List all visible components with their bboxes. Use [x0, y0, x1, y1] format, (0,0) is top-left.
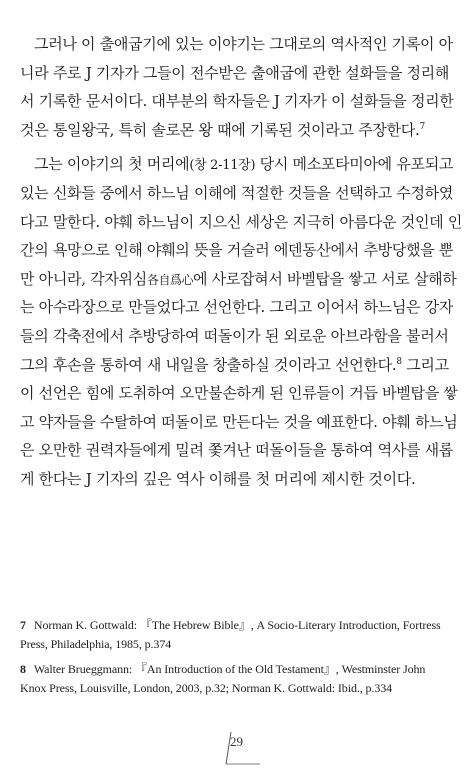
- text-line: 고 약자들을 수탈하여 떠돌이로 만든다는 것을 예표한다. 야훼 하느님: [20, 412, 458, 431]
- text-line: 있는 신화들 중에서 하느님 이해에 적절한 것들을 선택하고 수정하였: [20, 183, 454, 202]
- footnote-8: 8 Walter Brueggmann: 『An Introduction of the Old Testament』, Westminster John: [20, 662, 426, 676]
- footnote-7-continued: Press, Philadelphia, 1985, p.374: [20, 637, 172, 651]
- footnote-ref-8: 8: [396, 356, 402, 367]
- text-line: 것은 통일왕국, 특히 솔로몬 왕 때에 기록된 것이라고 주장한다.$^7$: [20, 120, 425, 139]
- footnote-ref-7: 7: [419, 121, 425, 132]
- body-text: [20, 30, 463, 494]
- text-line: 들의 각축전에서 추방당하여 떠돌이가 된 외로운 아브라함을 불러서: [20, 326, 449, 345]
- page-number-area: [212, 728, 272, 768]
- scripture-reference: (창 2-11장): [189, 158, 256, 174]
- text-line: 그는 이야기의 첫 머리에(창 2-11장) 당시 메소포타미아에 유포되고: [34, 155, 454, 174]
- text-line: 는 아수라장으로 만들었다고 선언한다. 그리고 이어서 하느님은 강자: [20, 298, 454, 317]
- text-line: 은 오만한 권력자들에게 밀려 쫓겨난 떠돌이들을 통하여 역사를 새롭: [20, 441, 454, 460]
- text-line: 그의 후손을 통하여 새 내일을 창출하실 것이라고 선언한다.$^8$ 그리고: [20, 355, 449, 374]
- text-line: 이 선언은 힘에 도취하여 오만불손하게 된 인류들이 거듭 바벨탑을 쌓: [20, 384, 458, 403]
- footnote-number: 8: [20, 662, 26, 676]
- footnotes: [20, 616, 452, 698]
- hanja-term: 各自爲心: [146, 272, 193, 287]
- text-line: 게 한다는 J 기자의 깊은 역사 이해를 첫 머리에 제시한 것이다.: [20, 469, 416, 488]
- text-line: 다고 말한다. 야훼 하느님이 지으신 세상은 지극히 아름다운 것인데 인: [20, 212, 463, 231]
- text-line: 그러나 이 출애굽기에 있는 이야기는 그대로의 역사적인 기록이 아: [34, 35, 453, 53]
- footnote-8-continued: Knox Press, Louisville, London, 2003, p.32; Norman K. Gottwald: Ibid., p.334: [20, 681, 393, 695]
- text-line: 니라 주로 J 기자가 그들이 전수받은 출애굽에 관한 설화들을 정리해: [20, 63, 450, 82]
- footnote-7: 7 Norman K. Gottwald: 『The Hebrew Bible』, A Socio-Literary Introduction, Fortress: [20, 618, 441, 632]
- footnote-number: 7: [20, 618, 26, 632]
- page-number: 29: [230, 734, 243, 749]
- text-line: 만 아니라, 각자위심各自爲心에 사로잡혀서 바벨탑을 쌓고 서로 살해하: [20, 269, 457, 288]
- text-line: 서 기록한 문서이다. 대부분의 학자들은 J 기자가 이 설화들을 정리한: [20, 92, 454, 111]
- text-line: 간의 욕망으로 인해 야훼의 뜻을 거슬러 에덴동산에서 추방당했을 뿐: [20, 241, 454, 260]
